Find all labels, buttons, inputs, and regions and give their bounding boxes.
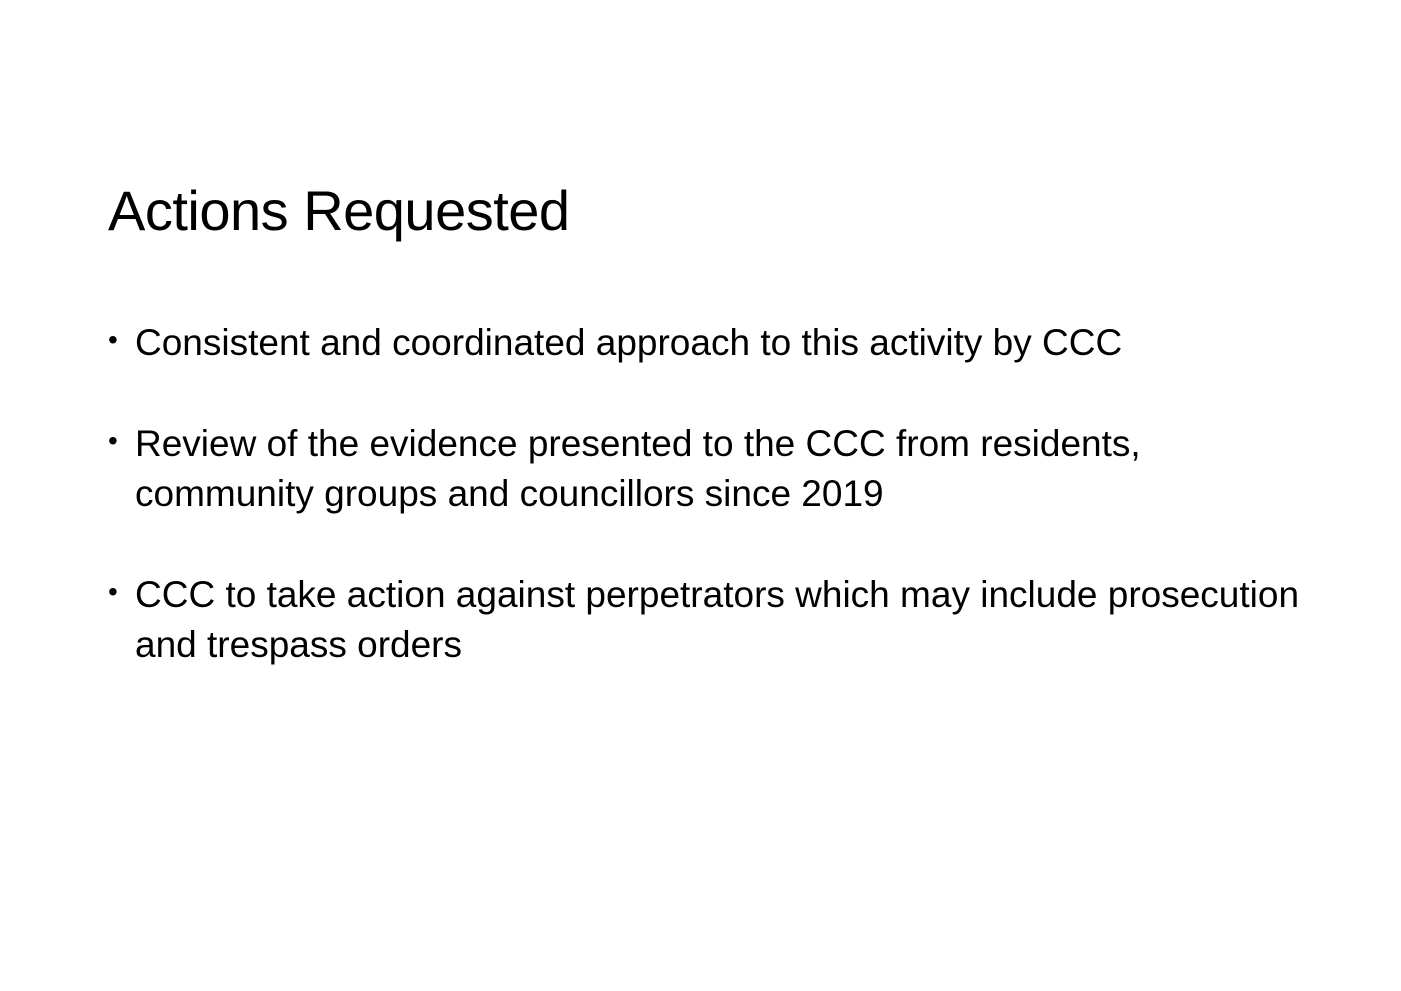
bullet-marker: • (108, 425, 118, 456)
bullet-item (108, 318, 1328, 368)
bullet-text: Consistent and coordinated approach to this activity by CCC (135, 322, 1123, 363)
bullet-item (108, 419, 1328, 519)
slide-title: Actions Requested (108, 179, 570, 242)
bullet-list (108, 318, 1328, 721)
bullet-item (108, 570, 1328, 670)
bullet-marker: • (108, 324, 118, 355)
bullet-text: Review of the evidence presented to the CCC from residents, community groups and councillors since 2019 (135, 423, 1141, 514)
bullet-text: CCC to take action against perpetrators which may include prosecution and trespass orders (135, 574, 1300, 665)
bullet-marker: • (108, 576, 118, 607)
